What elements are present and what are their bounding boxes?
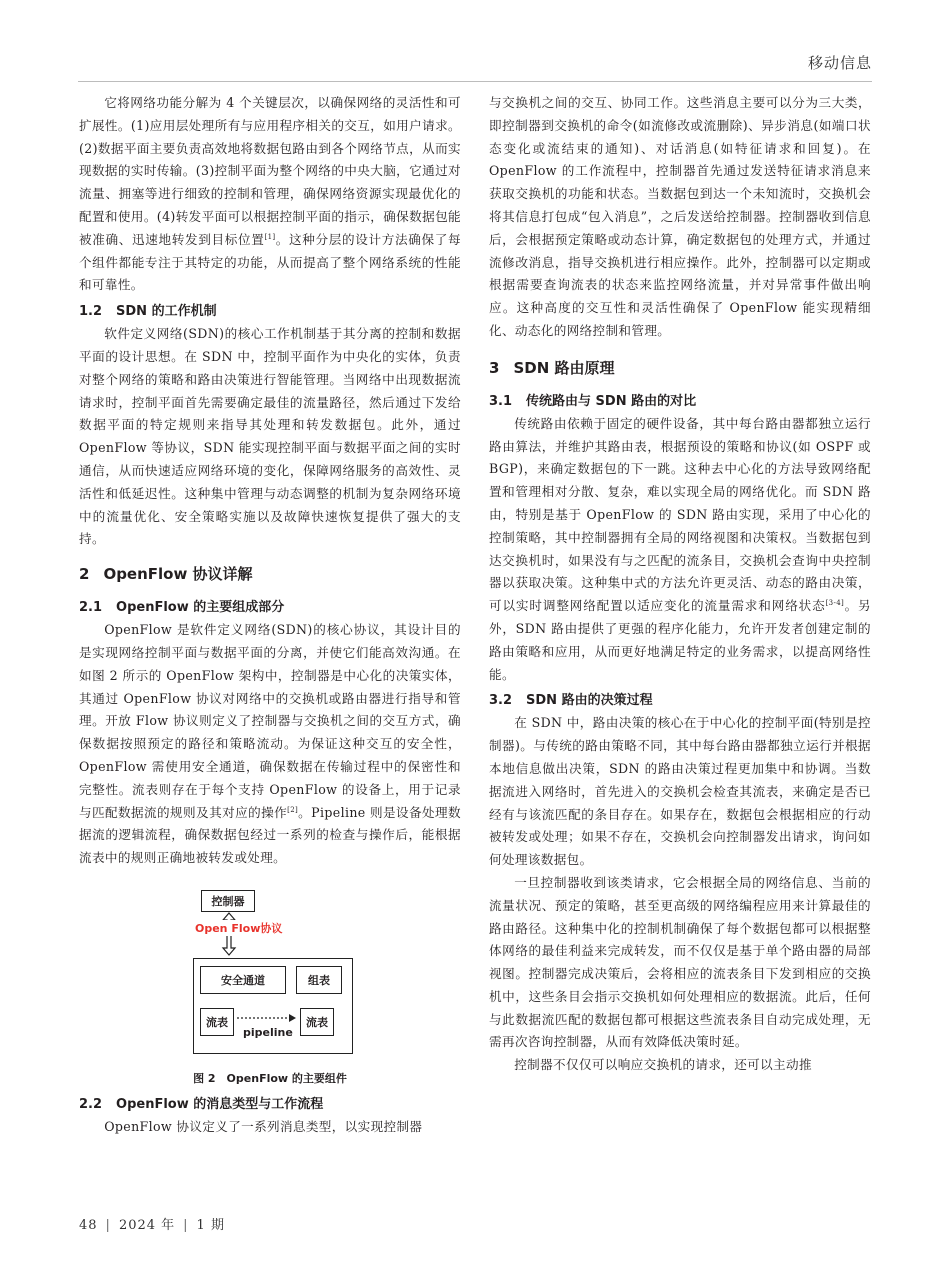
paragraph: OpenFlow 是软件定义网络(SDN)的核心协议，其设计目的是实现网络控制平面与数据平面的分离，并使它们能高效沟通。在如图 2 所示的 OpenFlow 架构中，控制器是中心化的决策实体，其通过 OpenFlow 协议对网络中的交换机或路由器进行指导和管理。开放 Flow 协议则定义了控制器与交换机之间的交互方式，确保数据按照预定的路径和策略流动。为保证这种交互的安全性，OpenFlow 需使用安全通道，确保数据在传输过程中的保密性和完整性。流表则存在于每个支持 OpenFlow 的设备上，用于记录与匹配数据流的规则及其对应的操作[2]。Pipeline 则是设备处理数据流的逻辑流程，确保数据包经过一系列的检查与操作后，能根据流表中的规则正确地被转发或处理。 bbox=[79, 622, 462, 866]
citation[interactable]: [1] bbox=[264, 232, 276, 241]
section-heading-2: 2 OpenFlow 协议详解 bbox=[79, 565, 253, 584]
footer-separator: | bbox=[105, 1218, 111, 1233]
paragraph: 它将网络功能分解为 4 个关键层次，以确保网络的灵活性和可扩展性。(1)应用层处理所有与应用程序相关的交互，如用户请求。(2)数据平面主要负责高效地将数据包路由到各个网络节点，从而实现数据的实时传输。(3)控制平面为整个网络的中央大脑，它通过对流量、拥塞等进行细致的控制和管理，确保网络资源实现最优化的配置和使用。(4)转发平面可以根据控制平面的指示，确保数据包能被准确、迅速地转发到目标位置[1]。这种分层的设计方法确保了每个组件都能专注于其特定的功能，从而提高了整个网络系统的性能和可靠性。 bbox=[79, 95, 461, 293]
paragraph: 传统路由依赖于固定的硬件设备，其中每台路由器都独立运行路由算法，并维护其路由表，根据预设的策略和协议(如 OSPF 或 BGP)，来确定数据包的下一跳。这种去中心化的方法导致网络配置和管理相对分散、复杂，难以实现全局的网络优化。而 SDN 路由，特别是基于 OpenFlow 的 SDN 路由实现，采用了中心化的控制策略，其中控制器拥有全局的网络视图和决策权。当数据包到达交换机时，如果没有与之匹配的流条目，交换机会查询中央控制器以获取决策。这种集中式的方法允许更灵活、动态的路由决策，可以实时调整网络配置以适应变化的流量需求和网络状态[3-4]。另外，SDN 路由提供了更强的程序化能力，允许开发者创建定制的路由策略和应用，从而更好地满足特定的业务需求，以提高网络性能。 bbox=[489, 415, 872, 682]
page-number: 48 bbox=[79, 1218, 98, 1233]
paragraph: 软件定义网络(SDN)的核心工作机制基于其分离的控制和数据平面的设计思想。在 SDN 中，控制平面作为中央化的实体，负责对整个网络的策略和路由决策进行智能管理。当网络中出现数据流请求时，控制平面首先需要确定最佳的流量路径，然后通过下发给数据平面的特定规则来指导其处理和转发数据包。此外，通过 OpenFlow 等协议，SDN 能实现控制平面与数据平面之间的实时通信，从而快速适应网络环境的变化，保障网络服务的高效性、灵活性和低延迟性。这种集中管理与动态调整的机制为复杂网络环境中的流量优化、安全策略实施以及故障快速恢复提供了强大的支持。 bbox=[79, 326, 461, 547]
figure-openflow-components bbox=[79, 884, 461, 1092]
footer-year: 2024 年 bbox=[118, 1218, 176, 1233]
paragraph: OpenFlow 协议定义了一系列消息类型，以实现控制器 bbox=[104, 1118, 423, 1134]
protocol-label: Open Flow协议 bbox=[195, 921, 283, 935]
section-heading-2-1: 2.1 OpenFlow 的主要组成部分 bbox=[79, 600, 285, 616]
citation[interactable]: [2] bbox=[287, 805, 299, 814]
paragraph: 控制器不仅仅可以响应交换机的请求，还可以主动推 bbox=[514, 1057, 812, 1073]
journal-title: 移动信息 bbox=[807, 54, 872, 72]
flow-table-box: 流表 bbox=[200, 1008, 234, 1036]
figure-caption: 图 2 OpenFlow 的主要组件 bbox=[193, 1071, 347, 1085]
group-table-box: 组表 bbox=[296, 966, 342, 994]
paragraph: 与交换机之间的交互、协同工作。这些消息主要可以分为三大类，即控制器到交换机的命令(如流修改或流删除)、异步消息(如端口状态变化或流结束的通知)、对话消息(如特征请求和回复)。在 OpenFlow 的工作流程中，控制器首先通过发送特征请求消息来获取交换机的功能和状态。当数据包到达一个未知流时，交换机会将其信息打包成“包入消息”，之后发送给控制器。控制器收到信息后，会根据预定策略或动态计算，确定数据包的处理方式，并通过流修改消息，指导交换机进行相应操作。此外，控制器可以定期或根据需要查询流表的状态来监控网络流量，并对异常事件做出响应。这种高度的交互性和灵活性确保了 OpenFlow 能实现精细化、动态化的网络控制和管理。 bbox=[489, 95, 871, 338]
section-heading-1-2: 1.2 SDN 的工作机制 bbox=[79, 304, 217, 320]
right-column bbox=[489, 92, 871, 1077]
controller-box: 控制器 bbox=[201, 890, 255, 912]
secure-channel-box: 安全通道 bbox=[200, 966, 286, 994]
page-footer bbox=[79, 1214, 225, 1233]
paragraph: 一旦控制器收到该类请求，它会根据全局的网络信息、当前的流量状况、预定的策略，甚至更高级的网络编程应用来计算最佳的路由路径。这种集中化的控制机制确保了每个数据包都可以根据整体网络的最佳利益来完成转发，而不仅仅是基于单个路由器的局部视图。控制器完成决策后，会将相应的流表条目下发到相应的交换机中，这些条目会指示交换机如何处理相应的数据流。此后，任何与此数据流匹配的数据包都可根据这些流表条目自动完成处理，无需再次咨询控制器，从而有效降低决策时延。 bbox=[489, 874, 871, 1050]
header-rule bbox=[78, 81, 872, 82]
section-heading-3-2: 3.2 SDN 路由的决策过程 bbox=[489, 693, 653, 709]
section-heading-3-1: 3.1 传统路由与 SDN 路由的对比 bbox=[489, 393, 697, 409]
left-column bbox=[79, 92, 461, 1139]
flow-table-box: 流表 bbox=[300, 1008, 334, 1036]
paragraph: 在 SDN 中，路由决策的核心在于中心化的控制平面(特别是控制器)。与传统的路由策略不同，其中每台路由器都独立运行并根据本地信息做出决策，SDN 的路由决策过程更加集中和协调。当数据流进入网络时，首先进入的交换机会检查其流表，来确定是否已经有与该流匹配的条目存在。如果存在，数据包会根据相应的行动被转发或处理；如果不存在，交换机会向控制器发出请求，询问如何处理该数据包。 bbox=[489, 715, 871, 868]
footer-separator: | bbox=[183, 1218, 189, 1233]
dotted-arrow-icon bbox=[235, 1013, 297, 1023]
footer-issue: 1 期 bbox=[196, 1218, 225, 1233]
citation[interactable]: [3-4] bbox=[825, 598, 845, 607]
section-heading-3: 3 SDN 路由原理 bbox=[489, 358, 615, 377]
section-heading-2-2: 2.2 OpenFlow 的消息类型与工作流程 bbox=[79, 1096, 324, 1112]
pipeline-label: pipeline bbox=[243, 1025, 293, 1039]
